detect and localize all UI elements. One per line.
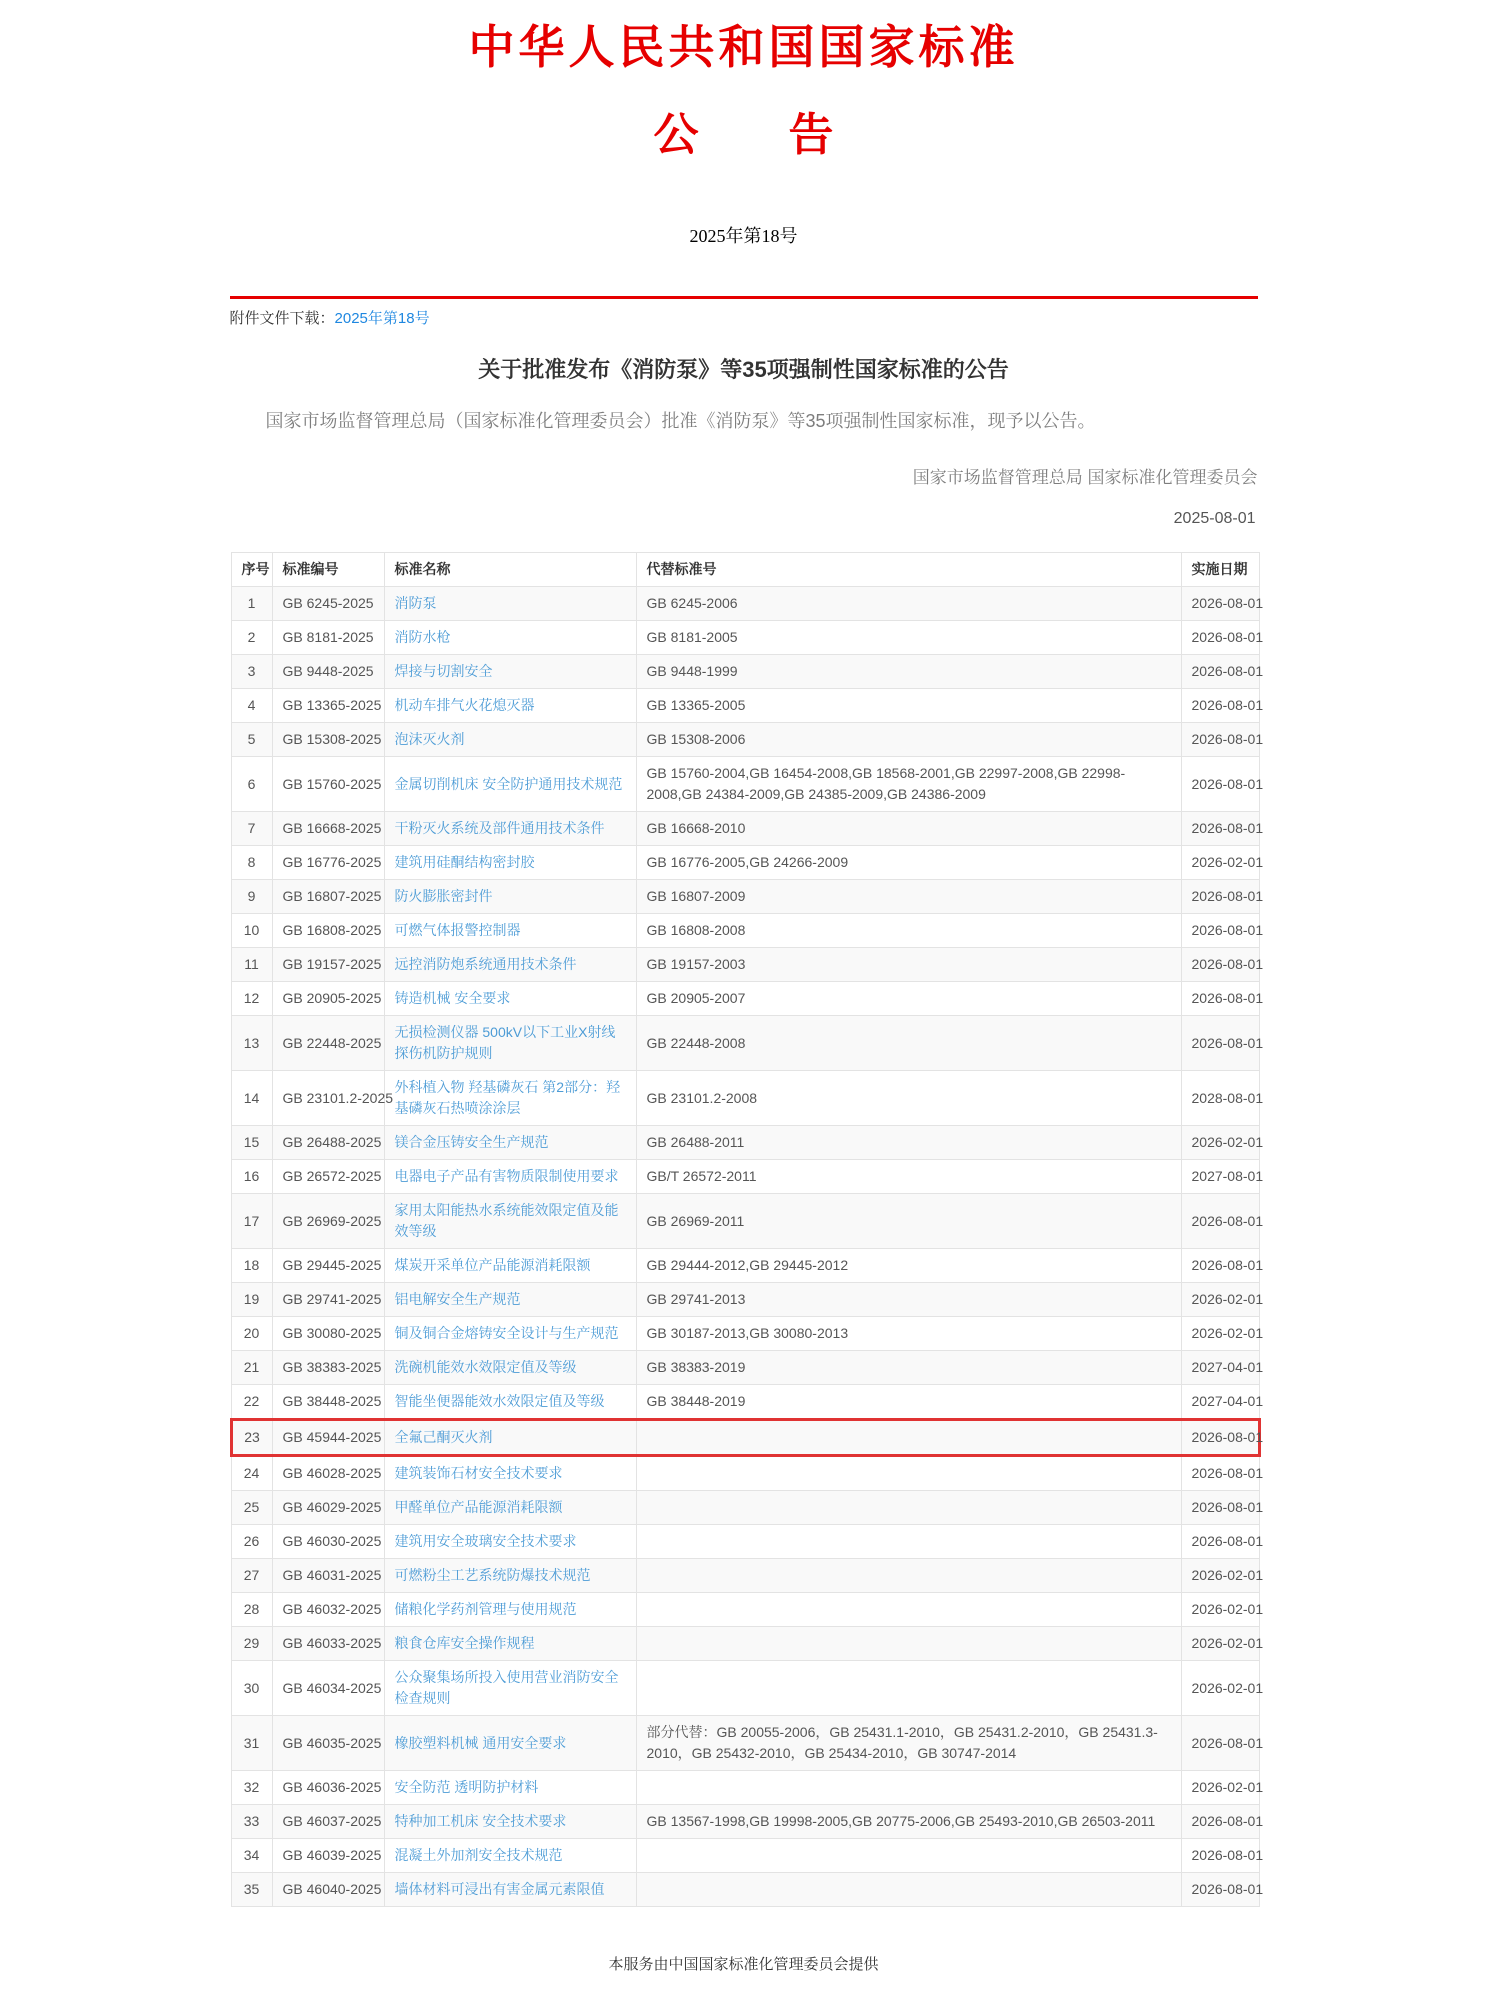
cell-code: GB 22448-2025: [272, 1016, 384, 1071]
cell-date: 2026-08-01: [1181, 1873, 1259, 1907]
cell-date: 2026-02-01: [1181, 1771, 1259, 1805]
cell-date: 2026-08-01: [1181, 812, 1259, 846]
cell-replaces: GB 38383-2019: [636, 1351, 1181, 1385]
cell-code: GB 26969-2025: [272, 1194, 384, 1249]
cell-name: [384, 1805, 636, 1839]
cell-code: GB 26572-2025: [272, 1160, 384, 1194]
announcement-page: [229, 0, 1264, 2002]
cell-date: 2026-08-01: [1181, 1194, 1259, 1249]
standard-name-link[interactable]: 甲醛单位产品能源消耗限额: [394, 1499, 563, 1516]
cell-replaces: [636, 1627, 1181, 1661]
cell-name: [384, 1525, 636, 1559]
standard-name-link[interactable]: 无损检测仪器 500kV以下工业X射线探伤机防护规则: [394, 1024, 616, 1062]
cell-name: [384, 1716, 636, 1771]
cell-seq: 31: [231, 1716, 272, 1771]
attachment-label: 附件文件下载：: [229, 310, 335, 328]
cell-seq: 33: [231, 1805, 272, 1839]
cell-date: 2026-08-01: [1181, 1491, 1259, 1525]
header-seq: 序号: [231, 553, 272, 587]
cell-date: 2026-08-01: [1181, 1525, 1259, 1559]
cell-seq: 19: [231, 1283, 272, 1317]
cell-name: [384, 1249, 636, 1283]
cell-seq: 8: [231, 846, 272, 880]
standard-name-link[interactable]: 智能坐便器能效水效限定值及等级: [394, 1393, 605, 1410]
standard-name-link[interactable]: 远控消防炮系统通用技术条件: [394, 956, 577, 973]
cell-seq: 18: [231, 1249, 272, 1283]
standard-name-link[interactable]: 家用太阳能热水系统能效限定值及能效等级: [394, 1202, 619, 1240]
page-title: 中华人民共和国国家标准: [468, 22, 1019, 73]
cell-name: [384, 812, 636, 846]
cell-code: GB 29741-2025: [272, 1283, 384, 1317]
standard-name-link[interactable]: 铜及铜合金熔铸安全设计与生产规范: [394, 1325, 619, 1342]
cell-name: [384, 846, 636, 880]
cell-name: [384, 1283, 636, 1317]
cell-code: GB 13365-2025: [272, 689, 384, 723]
cell-seq: 17: [231, 1194, 272, 1249]
cell-name: [384, 1661, 636, 1716]
cell-date: 2026-02-01: [1181, 1661, 1259, 1716]
cell-code: GB 46040-2025: [272, 1873, 384, 1907]
cell-date: 2026-08-01: [1181, 723, 1259, 757]
cell-date: 2026-02-01: [1181, 1317, 1259, 1351]
cell-date: 2027-08-01: [1181, 1160, 1259, 1194]
table-row: [231, 1420, 1259, 1456]
cell-replaces: GB 16808-2008: [636, 914, 1181, 948]
table-row: [231, 1351, 1259, 1385]
table-row: [231, 1491, 1259, 1525]
cell-date: 2026-08-01: [1181, 1805, 1259, 1839]
cell-replaces: GB 29444-2012,GB 29445-2012: [636, 1249, 1181, 1283]
cell-replaces: GB 19157-2003: [636, 948, 1181, 982]
cell-replaces: [636, 1771, 1181, 1805]
cell-replaces: [636, 1593, 1181, 1627]
cell-name: [384, 1126, 636, 1160]
cell-replaces: GB 13567-1998,GB 19998-2005,GB 20775-2006,GB 25493-2010,GB 26503-2011: [636, 1805, 1181, 1839]
table-row: [231, 1593, 1259, 1627]
cell-name: [384, 655, 636, 689]
header-effective: 实施日期: [1181, 553, 1259, 587]
cell-seq: 26: [231, 1525, 272, 1559]
cell-name: [384, 1873, 636, 1907]
cell-name: [384, 1456, 636, 1491]
cell-date: 2026-08-01: [1181, 587, 1259, 621]
header-code: 标准编号: [272, 553, 384, 587]
cell-date: 2026-02-01: [1181, 1559, 1259, 1593]
cell-date: 2026-08-01: [1181, 757, 1259, 812]
standard-name-link[interactable]: 铝电解安全生产规范: [394, 1291, 521, 1308]
announcement-heading: 公 告: [653, 109, 834, 160]
cell-code: GB 46032-2025: [272, 1593, 384, 1627]
cell-name: [384, 1071, 636, 1126]
cell-seq: 35: [231, 1873, 272, 1907]
cell-name: [384, 757, 636, 812]
cell-replaces: [636, 1456, 1181, 1491]
cell-name: [384, 1771, 636, 1805]
cell-date: 2026-08-01: [1181, 655, 1259, 689]
cell-seq: 2: [231, 621, 272, 655]
cell-code: GB 23101.2-2025: [272, 1071, 384, 1126]
announcement-title: 关于批准发布《消防泵》等35项强制性国家标准的公告: [478, 357, 1009, 383]
cell-seq: 15: [231, 1126, 272, 1160]
table-row: [231, 1559, 1259, 1593]
standard-name-link[interactable]: 机动车排气火花熄灭器: [394, 697, 535, 714]
cell-seq: 32: [231, 1771, 272, 1805]
cell-name: [384, 723, 636, 757]
cell-replaces: GB 23101.2-2008: [636, 1071, 1181, 1126]
cell-name: [384, 1160, 636, 1194]
standard-name-link[interactable]: 消防泵: [394, 595, 437, 612]
cell-code: GB 38448-2025: [272, 1385, 384, 1420]
cell-seq: 30: [231, 1661, 272, 1716]
cell-date: 2027-04-01: [1181, 1385, 1259, 1420]
table-row: [231, 1771, 1259, 1805]
cell-date: 2026-02-01: [1181, 1283, 1259, 1317]
cell-date: 2026-08-01: [1181, 621, 1259, 655]
cell-date: 2026-08-01: [1181, 689, 1259, 723]
cell-replaces: GB 16668-2010: [636, 812, 1181, 846]
table-row: [231, 723, 1259, 757]
table-row: [231, 1194, 1259, 1249]
cell-seq: 1: [231, 587, 272, 621]
cell-name: [384, 621, 636, 655]
cell-seq: 11: [231, 948, 272, 982]
cell-name: [384, 1559, 636, 1593]
cell-seq: 16: [231, 1160, 272, 1194]
table-row: [231, 812, 1259, 846]
standard-name-link[interactable]: 安全防范 透明防护材料: [394, 1779, 539, 1796]
cell-name: [384, 1194, 636, 1249]
standard-name-link[interactable]: 防火膨胀密封件: [394, 888, 493, 905]
standard-name-link[interactable]: 墙体材料可浸出有害金属元素限值: [394, 1881, 605, 1898]
standard-name-link[interactable]: 可燃气体报警控制器: [394, 922, 521, 939]
footer-note: 本服务由中国国家标准化管理委员会提供: [608, 1956, 879, 1974]
cell-code: GB 46030-2025: [272, 1525, 384, 1559]
table-row: [231, 1283, 1259, 1317]
cell-code: GB 16776-2025: [272, 846, 384, 880]
attachment-link[interactable]: 2025年第18号: [334, 310, 430, 328]
cell-code: GB 30080-2025: [272, 1317, 384, 1351]
table-row: [231, 1805, 1259, 1839]
table-row: [231, 1839, 1259, 1873]
standards-table-body: [231, 587, 1264, 1907]
cell-seq: 7: [231, 812, 272, 846]
cell-replaces: GB 38448-2019: [636, 1385, 1181, 1420]
cell-date: 2026-08-01: [1181, 1249, 1259, 1283]
standard-name-link[interactable]: 可燃粉尘工艺系统防爆技术规范: [394, 1567, 591, 1584]
table-row: [231, 846, 1259, 880]
cell-name: [384, 948, 636, 982]
cell-date: 2026-02-01: [1181, 846, 1259, 880]
cell-replaces: GB 16807-2009: [636, 880, 1181, 914]
table-row: [231, 914, 1259, 948]
table-row: [231, 1456, 1259, 1491]
cell-code: GB 6245-2025: [272, 587, 384, 621]
standard-name-link[interactable]: 粮食仓库安全操作规程: [394, 1635, 535, 1652]
cell-code: GB 46028-2025: [272, 1456, 384, 1491]
cell-seq: 21: [231, 1351, 272, 1385]
cell-date: 2026-02-01: [1181, 1593, 1259, 1627]
cell-seq: 4: [231, 689, 272, 723]
table-row: [231, 1627, 1259, 1661]
cell-code: GB 46039-2025: [272, 1839, 384, 1873]
cell-replaces: [636, 1491, 1181, 1525]
standard-name-link[interactable]: 建筑用硅酮结构密封胶: [394, 854, 535, 871]
cell-replaces: [636, 1420, 1181, 1456]
standard-name-link[interactable]: 公众聚集场所投入使用营业消防安全检查规则: [394, 1669, 619, 1707]
standard-name-link[interactable]: 电器电子产品有害物质限制使用要求: [394, 1168, 619, 1185]
table-row: [231, 757, 1259, 812]
cell-date: 2026-08-01: [1181, 1016, 1259, 1071]
cell-name: [384, 689, 636, 723]
table-row: [231, 1661, 1259, 1716]
cell-code: GB 46035-2025: [272, 1716, 384, 1771]
cell-name: [384, 1491, 636, 1525]
table-row: [231, 621, 1259, 655]
cell-seq: 29: [231, 1627, 272, 1661]
cell-replaces: GB 6245-2006: [636, 587, 1181, 621]
cell-replaces: GB 16776-2005,GB 24266-2009: [636, 846, 1181, 880]
cell-date: 2026-08-01: [1181, 948, 1259, 982]
cell-replaces: GB 8181-2005: [636, 621, 1181, 655]
table-row: [231, 1016, 1259, 1071]
attachment-row: [230, 308, 1258, 329]
cell-seq: 20: [231, 1317, 272, 1351]
cell-name: [384, 982, 636, 1016]
standard-name-link[interactable]: 煤炭开采单位产品能源消耗限额: [394, 1257, 591, 1274]
standard-name-link[interactable]: 金属切削机床 安全防护通用技术规范: [394, 775, 623, 792]
cell-replaces: GB/T 26572-2011: [636, 1160, 1181, 1194]
standard-name-link[interactable]: 全氟己酮灭火剂: [394, 1429, 493, 1446]
cell-name: [384, 587, 636, 621]
table-row: [231, 1873, 1259, 1907]
cell-date: 2026-08-01: [1181, 914, 1259, 948]
cell-replaces: [636, 1525, 1181, 1559]
table-row: [231, 948, 1259, 982]
header-name: 标准名称: [384, 553, 636, 587]
standard-name-link[interactable]: 镁合金压铸安全生产规范: [394, 1134, 549, 1151]
cell-code: GB 46031-2025: [272, 1559, 384, 1593]
cell-replaces: 部分代替：GB 20055-2006，GB 25431.1-2010，GB 25431.2-2010，GB 25431.3-2010，GB 25432-2010，GB 25434-2010，GB 30747-2014: [636, 1716, 1181, 1771]
table-row: [231, 1249, 1259, 1283]
publish-date: 2025-08-01: [1173, 510, 1256, 528]
cell-code: GB 19157-2025: [272, 948, 384, 982]
standard-name-link[interactable]: 泡沫灭火剂: [394, 731, 465, 748]
table-row: [231, 880, 1259, 914]
table-row: [231, 1160, 1259, 1194]
cell-replaces: GB 13365-2005: [636, 689, 1181, 723]
cell-seq: 6: [231, 757, 272, 812]
cell-seq: 13: [231, 1016, 272, 1071]
standard-name-link[interactable]: 干粉灭火系统及部件通用技术条件: [394, 820, 605, 837]
standard-name-link[interactable]: 储粮化学药剂管理与使用规范: [394, 1601, 577, 1618]
cell-code: GB 15760-2025: [272, 757, 384, 812]
cell-replaces: [636, 1661, 1181, 1716]
table-row: [231, 982, 1259, 1016]
cell-name: [384, 880, 636, 914]
table-row: [231, 1317, 1259, 1351]
signature: 国家市场监督管理总局 国家标准化管理委员会: [912, 468, 1258, 488]
cell-replaces: [636, 1559, 1181, 1593]
cell-name: [384, 1593, 636, 1627]
cell-name: [384, 1317, 636, 1351]
standard-name-link[interactable]: 建筑装饰石材安全技术要求: [394, 1465, 563, 1482]
cell-replaces: [636, 1873, 1181, 1907]
cell-seq: 24: [231, 1456, 272, 1491]
announcement-body: 国家市场监督管理总局（国家标准化管理委员会）批准《消防泵》等35项强制性国家标准，现予以公告。: [265, 411, 1096, 432]
cell-name: [384, 1385, 636, 1420]
cell-code: GB 8181-2025: [272, 621, 384, 655]
cell-date: 2026-08-01: [1181, 982, 1259, 1016]
cell-replaces: [636, 1839, 1181, 1873]
table-row: [231, 1525, 1259, 1559]
cell-seq: 23: [231, 1420, 272, 1456]
cell-code: GB 16808-2025: [272, 914, 384, 948]
cell-seq: 12: [231, 982, 272, 1016]
standards-table: [230, 552, 1264, 1907]
cell-date: 2026-08-01: [1181, 1839, 1259, 1873]
cell-name: [384, 1016, 636, 1071]
cell-seq: 25: [231, 1491, 272, 1525]
cell-replaces: GB 29741-2013: [636, 1283, 1181, 1317]
cell-code: GB 26488-2025: [272, 1126, 384, 1160]
table-header-row: [231, 553, 1259, 587]
standard-name-link[interactable]: 洗碗机能效水效限定值及等级: [394, 1359, 577, 1376]
cell-code: GB 46033-2025: [272, 1627, 384, 1661]
cell-date: 2028-08-01: [1181, 1071, 1259, 1126]
cell-replaces: GB 15760-2004,GB 16454-2008,GB 18568-2001,GB 22997-2008,GB 22998-2008,GB 24384-2009,GB 24385-2009,GB 24386-2009: [636, 757, 1181, 812]
cell-replaces: GB 26488-2011: [636, 1126, 1181, 1160]
table-row: [231, 1716, 1259, 1771]
cell-seq: 9: [231, 880, 272, 914]
cell-date: 2026-08-01: [1181, 1456, 1259, 1491]
cell-replaces: GB 26969-2011: [636, 1194, 1181, 1249]
cell-replaces: GB 15308-2006: [636, 723, 1181, 757]
cell-code: GB 15308-2025: [272, 723, 384, 757]
cell-seq: 34: [231, 1839, 272, 1873]
cell-name: [384, 914, 636, 948]
standard-name-link[interactable]: 混凝土外加剂安全技术规范: [394, 1847, 563, 1864]
standard-name-link[interactable]: 橡胶塑料机械 通用安全要求: [394, 1734, 567, 1751]
table-row: [231, 689, 1259, 723]
cell-code: GB 46029-2025: [272, 1491, 384, 1525]
cell-code: GB 20905-2025: [272, 982, 384, 1016]
cell-replaces: GB 30187-2013,GB 30080-2013: [636, 1317, 1181, 1351]
standard-name-link[interactable]: 外科植入物 羟基磷灰石 第2部分：羟基磷灰石热喷涂涂层: [394, 1079, 621, 1117]
cell-code: GB 46036-2025: [272, 1771, 384, 1805]
cell-date: 2026-08-01: [1181, 1420, 1259, 1456]
standard-name-link[interactable]: 建筑用安全玻璃安全技术要求: [394, 1533, 577, 1550]
standard-name-link[interactable]: 消防水枪: [394, 629, 451, 646]
cell-name: [384, 1839, 636, 1873]
standard-name-link[interactable]: 焊接与切割安全: [394, 663, 493, 680]
table-row: [231, 587, 1259, 621]
cell-replaces: GB 20905-2007: [636, 982, 1181, 1016]
cell-date: 2026-08-01: [1181, 1716, 1259, 1771]
cell-date: 2026-08-01: [1181, 880, 1259, 914]
standard-name-link[interactable]: 铸造机械 安全要求: [394, 990, 511, 1007]
standard-name-link[interactable]: 特种加工机床 安全技术要求: [394, 1813, 567, 1830]
cell-code: GB 16807-2025: [272, 880, 384, 914]
cell-seq: 3: [231, 655, 272, 689]
cell-code: GB 46037-2025: [272, 1805, 384, 1839]
cell-replaces: GB 9448-1999: [636, 655, 1181, 689]
cell-name: [384, 1351, 636, 1385]
cell-code: GB 45944-2025: [272, 1420, 384, 1456]
cell-seq: 10: [231, 914, 272, 948]
cell-date: 2026-02-01: [1181, 1126, 1259, 1160]
cell-code: GB 46034-2025: [272, 1661, 384, 1716]
cell-code: GB 29445-2025: [272, 1249, 384, 1283]
cell-seq: 14: [231, 1071, 272, 1126]
cell-date: 2026-02-01: [1181, 1627, 1259, 1661]
cell-code: GB 9448-2025: [272, 655, 384, 689]
cell-replaces: GB 22448-2008: [636, 1016, 1181, 1071]
cell-seq: 28: [231, 1593, 272, 1627]
cell-name: [384, 1420, 636, 1456]
cell-name: [384, 1627, 636, 1661]
cell-date: 2027-04-01: [1181, 1351, 1259, 1385]
table-row: [231, 1071, 1259, 1126]
cell-seq: 27: [231, 1559, 272, 1593]
table-row: [231, 655, 1259, 689]
cell-seq: 22: [231, 1385, 272, 1420]
cell-code: GB 16668-2025: [272, 812, 384, 846]
table-row: [231, 1126, 1259, 1160]
issue-number: 2025年第18号: [689, 226, 798, 247]
red-divider: [230, 296, 1258, 299]
table-row: [231, 1385, 1259, 1420]
header-replaces: 代替标准号: [636, 553, 1181, 587]
cell-seq: 5: [231, 723, 272, 757]
cell-code: GB 38383-2025: [272, 1351, 384, 1385]
